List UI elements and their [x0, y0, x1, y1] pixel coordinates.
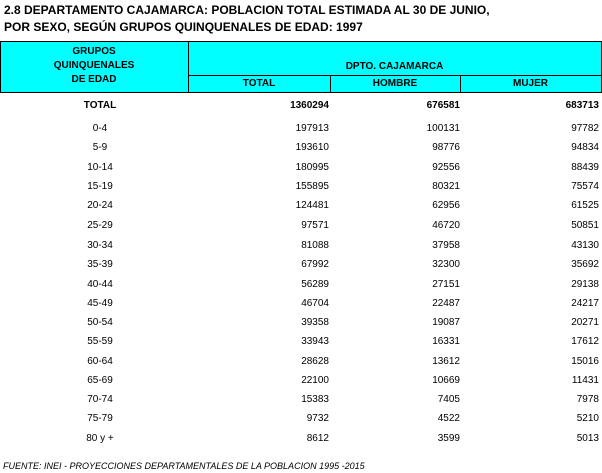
hombre-cell: 19087: [432, 317, 460, 328]
mujer-cell: 15016: [571, 356, 599, 367]
mujer-cell: 75574: [571, 181, 599, 192]
table-row: [0, 413, 602, 432]
age-group-cell: 70-74: [87, 394, 113, 405]
age-group-header: [0, 45, 188, 87]
source-note: FUENTE: INEI - PROYECCIONES DEPARTAMENTALES DE LA POBLACION 1995 -2015: [3, 461, 365, 471]
mujer-cell: 24217: [571, 298, 599, 309]
total-cell: 81088: [301, 240, 329, 251]
table-row: [0, 356, 602, 375]
header-sub-border: [188, 75, 602, 76]
table-row: [0, 375, 602, 394]
mujer-cell: 94834: [571, 142, 599, 153]
header-top-border: [0, 41, 602, 42]
total-cell: 56289: [301, 279, 329, 290]
mujer-cell: 35692: [571, 259, 599, 270]
table-row: [0, 181, 602, 200]
dept-header: DPTO. CAJAMARCA: [345, 61, 444, 72]
age-group-cell: TOTAL: [83, 100, 117, 111]
mujer-cell: 97782: [571, 123, 599, 134]
age-group-header-line-2: QUINQUENALES: [53, 60, 135, 71]
age-group-cell: 5-9: [92, 142, 108, 153]
age-group-cell: 55-59: [87, 336, 113, 347]
age-group-cell: 20-24: [87, 200, 113, 211]
table-row: [0, 394, 602, 413]
age-group-cell: 15-19: [87, 181, 113, 192]
table-row: [0, 317, 602, 336]
mujer-cell: 50851: [571, 220, 599, 231]
table-row: [0, 259, 602, 278]
total-cell: 193610: [295, 142, 329, 153]
hombre-cell: 3599: [437, 433, 460, 444]
age-group-header-line-3: DE EDAD: [71, 74, 117, 85]
age-group-cell: 30-34: [87, 240, 113, 251]
table-row: [0, 162, 602, 181]
table-row: [0, 279, 602, 298]
age-group-cell: 10-14: [87, 162, 113, 173]
total-cell: 197913: [295, 123, 329, 134]
age-group-cell: 0-4: [92, 123, 108, 134]
hombre-cell: 92556: [432, 162, 460, 173]
total-cell: 39358: [301, 317, 329, 328]
age-group-cell: 60-64: [87, 356, 113, 367]
mujer-cell: 5013: [576, 433, 599, 444]
table-row: [0, 433, 602, 452]
total-cell: 33943: [301, 336, 329, 347]
mujer-column-header: MUJER: [512, 78, 548, 89]
table-row: [0, 123, 602, 142]
hombre-cell: 32300: [432, 259, 460, 270]
total-cell: 8612: [306, 433, 329, 444]
table-row-total: [0, 100, 602, 119]
title-line-2: POR SEXO, SEGÚN GRUPOS QUINQUENALES DE EDAD: 1997: [4, 20, 363, 34]
hombre-cell: 4522: [437, 413, 460, 424]
page-title: [4, 2, 490, 36]
table-row: [0, 220, 602, 239]
title-line-1: 2.8 DEPARTAMENTO CAJAMARCA: POBLACION TOTAL ESTIMADA AL 30 DE JUNIO,: [4, 3, 490, 17]
mujer-cell: 61525: [571, 200, 599, 211]
total-cell: 9732: [306, 413, 329, 424]
age-group-cell: 80 y +: [86, 433, 114, 444]
total-cell: 15383: [301, 394, 329, 405]
table-row: [0, 200, 602, 219]
table-row: [0, 142, 602, 161]
age-group-cell: 35-39: [87, 259, 113, 270]
total-cell: 124481: [295, 200, 329, 211]
table-row: [0, 298, 602, 317]
age-group-header-line-1: GRUPOS: [72, 46, 116, 57]
table-row: [0, 336, 602, 355]
total-cell: 180995: [295, 162, 329, 173]
hombre-cell: 37958: [432, 240, 460, 251]
total-column-header: TOTAL: [242, 78, 276, 89]
hombre-cell: 10669: [432, 375, 460, 386]
table-row: [0, 240, 602, 259]
age-group-cell: 45-49: [87, 298, 113, 309]
total-cell: 46704: [301, 298, 329, 309]
age-group-cell: 75-79: [87, 413, 113, 424]
hombre-cell: 27151: [432, 279, 460, 290]
mujer-cell: 683713: [565, 100, 599, 111]
hombre-cell: 100131: [426, 123, 460, 134]
mujer-cell: 5210: [576, 413, 599, 424]
age-group-cell: 50-54: [87, 317, 113, 328]
hombre-cell: 46720: [432, 220, 460, 231]
hombre-cell: 22487: [432, 298, 460, 309]
hombre-cell: 62956: [432, 200, 460, 211]
mujer-cell: 88439: [571, 162, 599, 173]
age-group-cell: 40-44: [87, 279, 113, 290]
mujer-cell: 11431: [571, 375, 599, 386]
mujer-cell: 17612: [571, 336, 599, 347]
hombre-cell: 13612: [432, 356, 460, 367]
total-cell: 97571: [301, 220, 329, 231]
age-group-cell: 25-29: [87, 220, 113, 231]
hombre-cell: 80321: [432, 181, 460, 192]
mujer-cell: 29138: [571, 279, 599, 290]
mujer-cell: 20271: [571, 317, 599, 328]
mujer-cell: 43130: [571, 240, 599, 251]
total-cell: 67992: [301, 259, 329, 270]
hombre-cell: 7405: [437, 394, 460, 405]
total-cell: 155895: [295, 181, 329, 192]
total-cell: 22100: [301, 375, 329, 386]
hombre-cell: 16331: [432, 336, 460, 347]
hombre-column-header: HOMBRE: [372, 78, 418, 89]
total-cell: 1360294: [290, 100, 329, 111]
hombre-cell: 676581: [426, 100, 460, 111]
age-group-cell: 65-69: [87, 375, 113, 386]
header-bottom-border: [0, 92, 602, 93]
mujer-cell: 7978: [576, 394, 599, 405]
total-cell: 28628: [301, 356, 329, 367]
hombre-cell: 98776: [432, 142, 460, 153]
